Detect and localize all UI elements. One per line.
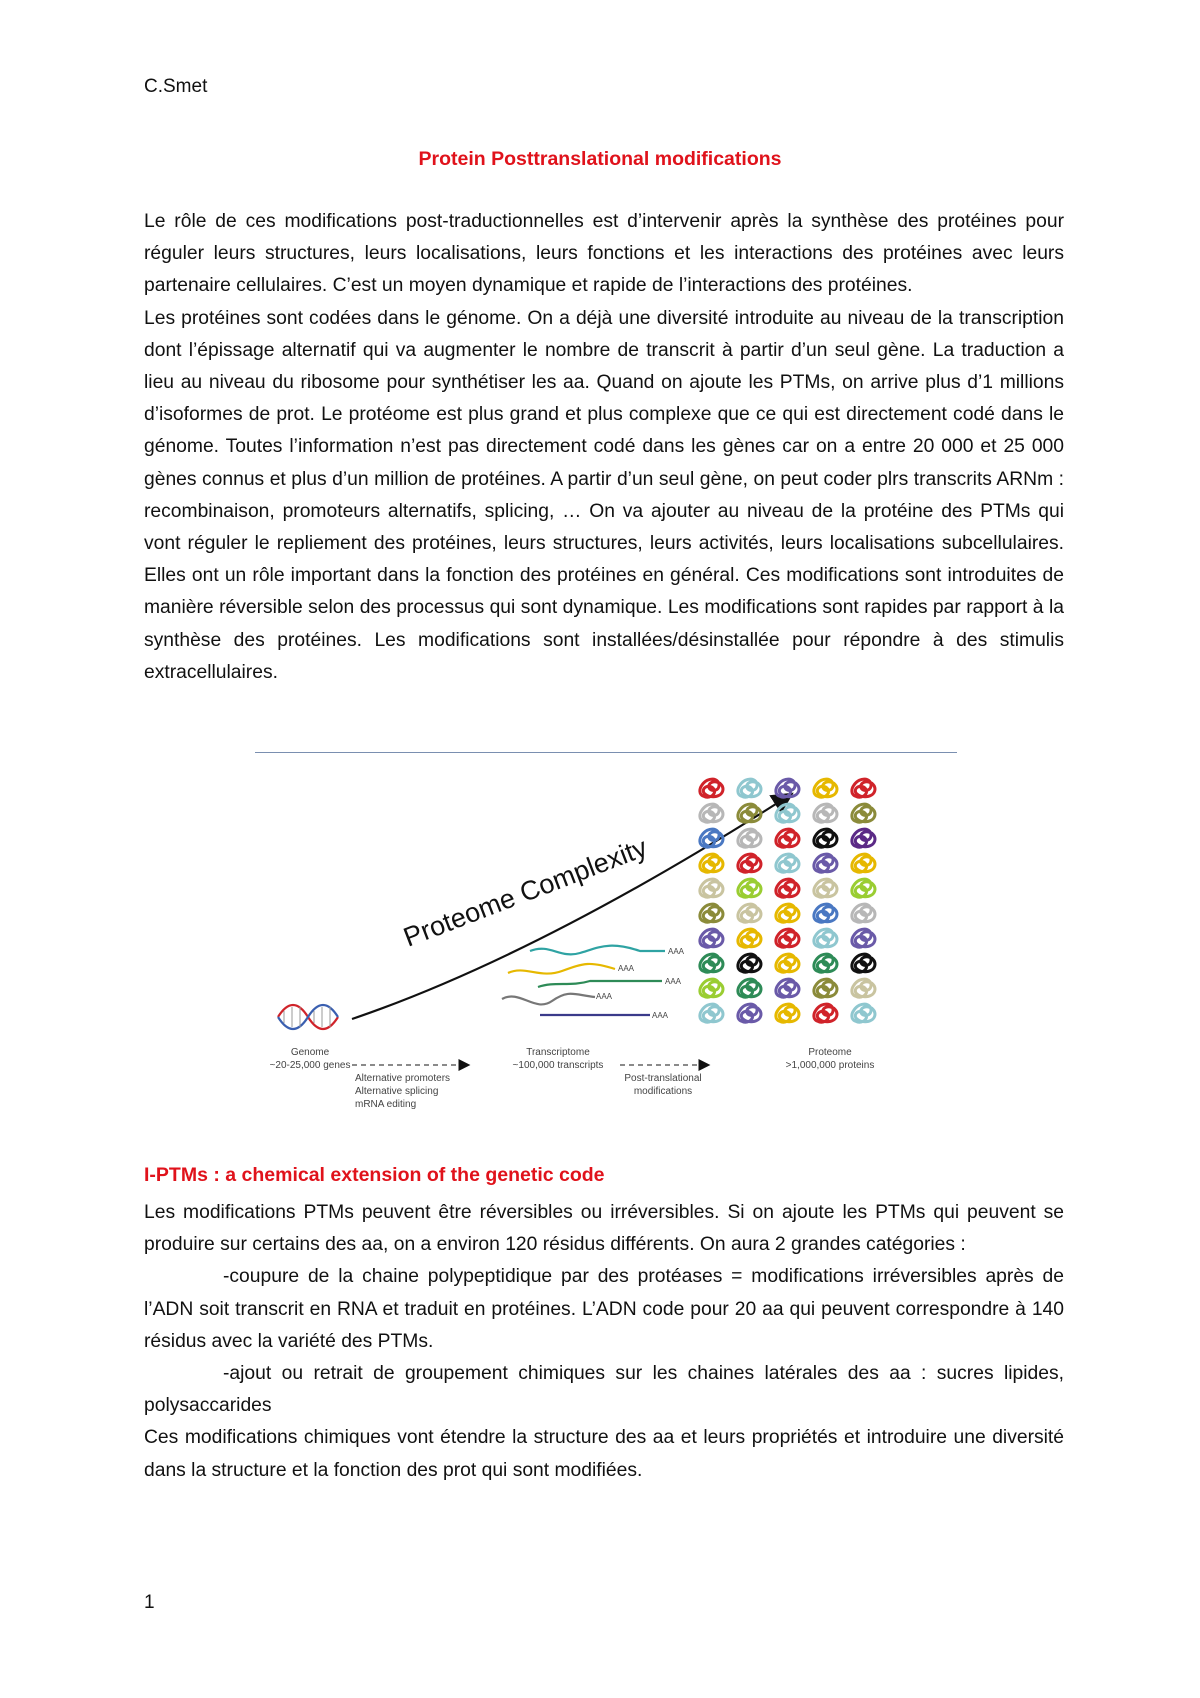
step1-line: Alternative promoters bbox=[355, 1073, 451, 1084]
protein-icon bbox=[776, 879, 799, 897]
polya-tail: AAA bbox=[665, 977, 682, 986]
protein-icon bbox=[700, 804, 723, 822]
protein-icon bbox=[738, 1004, 761, 1022]
protein-icon bbox=[814, 829, 837, 847]
dna-helix-icon bbox=[278, 1005, 338, 1029]
protein-icon bbox=[852, 979, 875, 997]
section1-text bbox=[144, 1197, 1064, 1487]
protein-icon bbox=[814, 854, 837, 872]
protein-icon bbox=[700, 779, 723, 797]
section-paragraph: -coupure de la chaine polypeptidique par des protéases = modifications irréversibles après de l’ADN soit transcrit en RNA et traduit en protéines. L’ADN code pour 20 aa qui peuvent correspondre à 140 résidus avec la variété des PTMs. bbox=[144, 1266, 1064, 1352]
divider bbox=[255, 752, 957, 753]
protein-icon bbox=[700, 979, 723, 997]
protein-icon bbox=[776, 929, 799, 947]
protein-icon bbox=[776, 904, 799, 922]
protein-icon bbox=[738, 979, 761, 997]
section-paragraph: Ces modifications chimiques vont étendre la structure des aa et leurs propriétés et introduire une diversité dans la structure et la fonction des prot qui sont modifiées. bbox=[144, 1427, 1064, 1481]
protein-icon bbox=[776, 804, 799, 822]
proteome-complexity-figure bbox=[270, 775, 950, 1115]
protein-icon bbox=[814, 904, 837, 922]
protein-icon bbox=[852, 929, 875, 947]
protein-icon bbox=[852, 904, 875, 922]
protein-icon bbox=[700, 954, 723, 972]
protein-icon bbox=[776, 854, 799, 872]
transcript-lines bbox=[502, 946, 665, 1015]
protein-icon bbox=[852, 854, 875, 872]
protein-grid bbox=[700, 779, 875, 1022]
polya-tail: AAA bbox=[668, 947, 685, 956]
section-paragraph: Les modifications PTMs peuvent être réversibles ou irréversibles. Si on ajoute les PTMs qui peuvent se produire sur certains des aa, on a environ 120 résidus différents. On aura 2 grandes catégories : bbox=[144, 1202, 1064, 1256]
protein-icon bbox=[738, 879, 761, 897]
protein-icon bbox=[852, 804, 875, 822]
protein-icon bbox=[738, 854, 761, 872]
protein-icon bbox=[776, 979, 799, 997]
complexity-arrow bbox=[352, 795, 790, 1019]
protein-icon bbox=[776, 829, 799, 847]
protein-icon bbox=[738, 829, 761, 847]
step1-line: Alternative splicing bbox=[355, 1086, 439, 1097]
document-title: Protein Posttranslational modifications bbox=[418, 148, 782, 170]
transcriptome-label: Transcriptome bbox=[526, 1047, 590, 1058]
protein-icon bbox=[814, 979, 837, 997]
protein-icon bbox=[814, 804, 837, 822]
page-number: 1 bbox=[144, 1592, 155, 1613]
protein-icon bbox=[700, 929, 723, 947]
protein-icon bbox=[776, 954, 799, 972]
protein-icon bbox=[738, 954, 761, 972]
protein-icon bbox=[814, 1004, 837, 1022]
protein-icon bbox=[852, 829, 875, 847]
protein-icon bbox=[814, 929, 837, 947]
genome-count: ~20-25,000 genes bbox=[270, 1060, 351, 1071]
protein-icon bbox=[738, 804, 761, 822]
step2-line: modifications bbox=[633, 1086, 693, 1097]
step1-line: mRNA editing bbox=[355, 1099, 417, 1110]
arrow-label: Proteome Complexity bbox=[399, 832, 652, 953]
protein-icon bbox=[852, 1004, 875, 1022]
protein-icon bbox=[738, 904, 761, 922]
author-name: C.Smet bbox=[144, 76, 208, 97]
proteome-label: Proteome bbox=[808, 1047, 852, 1058]
protein-icon bbox=[700, 1004, 723, 1022]
protein-icon bbox=[700, 879, 723, 897]
protein-icon bbox=[738, 779, 761, 797]
protein-icon bbox=[814, 954, 837, 972]
protein-icon bbox=[852, 779, 875, 797]
protein-icon bbox=[700, 904, 723, 922]
proteome-count: >1,000,000 proteins bbox=[785, 1060, 875, 1071]
transcriptome-count: ~100,000 transcripts bbox=[512, 1060, 604, 1071]
polya-tail: AAA bbox=[652, 1011, 669, 1020]
protein-icon bbox=[776, 1004, 799, 1022]
protein-icon bbox=[814, 879, 837, 897]
protein-icon bbox=[738, 929, 761, 947]
protein-icon bbox=[852, 879, 875, 897]
protein-icon bbox=[700, 854, 723, 872]
step2-line: Post-translational bbox=[624, 1073, 702, 1084]
genome-label: Genome bbox=[290, 1047, 330, 1058]
protein-icon bbox=[852, 954, 875, 972]
intro-paragraph: Le rôle de ces modifications post-traductionnelles est d’intervenir après la synthèse des protéines pour réguler leurs structures, leurs localisations, leurs fonctions et les interactions des protéines avec leurs partenaire cellulaires. C’est un moyen dynamique et rapide de l’interactions des protéines. bbox=[144, 211, 1064, 297]
section-paragraph: -ajout ou retrait de groupement chimiques sur les chaines latérales des aa : sucres lipides, polysaccarides bbox=[144, 1363, 1064, 1417]
protein-icon bbox=[700, 829, 723, 847]
protein-icon bbox=[776, 779, 799, 797]
polya-tail: AAA bbox=[596, 992, 613, 1001]
protein-icon bbox=[814, 779, 837, 797]
section-heading: I-PTMs : a chemical extension of the genetic code bbox=[144, 1164, 605, 1186]
intro-text bbox=[144, 206, 1064, 689]
polya-tail: AAA bbox=[618, 964, 635, 973]
intro-paragraph: Les protéines sont codées dans le génome. On a déjà une diversité introduite au niveau de la transcription dont l’épissage alternatif qui va augmenter le nombre de transcrit à partir d’un seul gène. La traduction a lieu au niveau du ribosome pour synthétiser les aa. Quand on ajoute les PTMs, on arrive plus d’1 millions d’isoformes de prot. Le protéome est plus grand et plus complexe que ce qui est directement codé dans le génome. Toutes l’information n’est pas directement codé dans les gènes car on a entre 20 000 et 25 000 gènes connus et plus d’un million de protéines. A partir d’un seul gène, on peut coder plrs transcrits ARNm : recombinaison, promoteurs alternatifs, splicing, … On va ajouter au niveau de la protéine des PTMs qui vont réguler le repliement des protéines, leurs structures, leurs activités, leurs localisations subcellulaires. Elles ont un rôle important dans la fonction des protéines en général. Ces modifications sont introduites de manière réversible selon des processus qui sont dynamique. Les modifications sont rapides par rapport à la synthèse des protéines. Les modifications sont installées/désinstallée pour répondre à des stimulis extracellulaires. bbox=[144, 307, 1064, 683]
